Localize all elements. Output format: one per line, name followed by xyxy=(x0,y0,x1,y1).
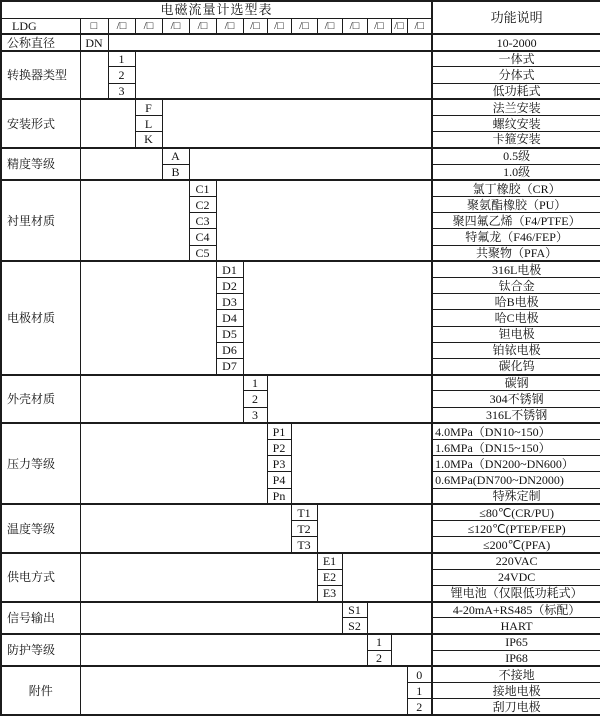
code-cell: 1 xyxy=(407,683,432,699)
model-slot: /□ xyxy=(367,18,391,34)
model-base-slot: □ xyxy=(80,18,108,34)
blank-area xyxy=(108,34,432,50)
code-cell: D5 xyxy=(216,326,243,342)
blank-area xyxy=(367,602,432,634)
code-cell: S1 xyxy=(342,602,367,618)
model-slot: /□ xyxy=(162,18,189,34)
model-prefix: LDG xyxy=(1,18,80,34)
blank-area xyxy=(80,553,317,602)
code-cell: 3 xyxy=(108,83,135,99)
code-cell: T2 xyxy=(291,521,317,537)
code-cell: B xyxy=(162,164,189,180)
section-label: 安装形式 xyxy=(1,99,80,148)
function-desc: 哈C电极 xyxy=(432,310,600,326)
table-row xyxy=(1,180,600,196)
model-slot: /□ xyxy=(317,18,342,34)
function-desc: 不接地 xyxy=(432,666,600,682)
code-cell: D4 xyxy=(216,310,243,326)
function-column-header: 功能说明 xyxy=(432,1,600,34)
section-label: 衬里材质 xyxy=(1,180,80,261)
blank-area xyxy=(80,423,267,504)
code-cell: F xyxy=(135,99,162,115)
function-desc: 分体式 xyxy=(432,67,600,83)
code-cell: T3 xyxy=(291,537,317,553)
function-desc: 220VAC xyxy=(432,553,600,569)
section-label: 转换器类型 xyxy=(1,51,80,100)
model-slot: /□ xyxy=(135,18,162,34)
code-cell: 0 xyxy=(407,666,432,682)
code-cell: D7 xyxy=(216,358,243,374)
blank-area xyxy=(216,180,432,261)
blank-area xyxy=(243,261,432,374)
function-desc: 316L不锈钢 xyxy=(432,407,600,423)
code-cell: E3 xyxy=(317,585,342,601)
code-cell: P4 xyxy=(267,472,291,488)
table-title: 电磁流量计选型表 xyxy=(1,1,432,18)
code-cell: K xyxy=(135,132,162,148)
blank-area xyxy=(80,666,407,715)
blank-area xyxy=(317,504,432,553)
section-label: 外壳材质 xyxy=(1,375,80,424)
code-cell: P3 xyxy=(267,456,291,472)
table-row xyxy=(1,634,600,650)
blank-area xyxy=(80,261,216,374)
function-desc: 4.0MPa（DN10~150） xyxy=(432,423,600,439)
function-desc: 1.6MPa（DN15~150） xyxy=(432,439,600,455)
section-label: 防护等级 xyxy=(1,634,80,666)
blank-area xyxy=(189,148,432,180)
function-desc: 碳钢 xyxy=(432,375,600,391)
code-cell: T1 xyxy=(291,504,317,520)
function-desc: 刮刀电极 xyxy=(432,699,600,715)
code-cell: 2 xyxy=(367,650,391,666)
function-desc: 共聚物（PFA） xyxy=(432,245,600,261)
function-desc: 碳化钨 xyxy=(432,358,600,374)
code-cell: DN xyxy=(80,34,108,50)
function-desc: 钽电极 xyxy=(432,326,600,342)
code-cell: D3 xyxy=(216,294,243,310)
function-desc: 螺纹安装 xyxy=(432,115,600,131)
function-desc: 氯丁橡胶（CR） xyxy=(432,180,600,196)
model-slot: /□ xyxy=(267,18,291,34)
code-cell: D1 xyxy=(216,261,243,277)
function-desc: ≤120℃(PTEP/FEP) xyxy=(432,521,600,537)
code-cell: C5 xyxy=(189,245,216,261)
function-desc: HART xyxy=(432,618,600,634)
blank-area xyxy=(162,99,432,148)
table-row xyxy=(1,261,600,277)
function-desc: 钛合金 xyxy=(432,277,600,293)
section-label: 精度等级 xyxy=(1,148,80,180)
code-cell: P1 xyxy=(267,423,291,439)
function-desc: 锂电池（仅限低功耗式） xyxy=(432,585,600,601)
code-cell: 2 xyxy=(243,391,267,407)
code-cell: 1 xyxy=(243,375,267,391)
function-desc: 铂铱电极 xyxy=(432,342,600,358)
table-row xyxy=(1,34,600,50)
table-row xyxy=(1,666,600,682)
model-slot: /□ xyxy=(243,18,267,34)
model-slot: /□ xyxy=(407,18,432,34)
code-cell: 1 xyxy=(367,634,391,650)
function-desc: IP68 xyxy=(432,650,600,666)
code-cell: C1 xyxy=(189,180,216,196)
blank-area xyxy=(80,375,243,424)
section-label: 附件 xyxy=(1,666,80,715)
table-row xyxy=(1,504,600,520)
section-label: 温度等级 xyxy=(1,504,80,553)
code-cell: A xyxy=(162,148,189,164)
function-desc: IP65 xyxy=(432,634,600,650)
blank-area xyxy=(80,602,342,634)
function-desc: 特殊定制 xyxy=(432,488,600,504)
code-cell: 2 xyxy=(108,67,135,83)
function-desc: ≤200℃(PFA) xyxy=(432,537,600,553)
blank-area xyxy=(391,634,432,666)
function-desc: 316L电极 xyxy=(432,261,600,277)
table-row xyxy=(1,375,600,391)
code-cell: C3 xyxy=(189,213,216,229)
model-slot: /□ xyxy=(189,18,216,34)
function-desc: 法兰安装 xyxy=(432,99,600,115)
function-desc: 0.5级 xyxy=(432,148,600,164)
function-desc: 聚氨酯橡胶（PU） xyxy=(432,196,600,212)
table-row xyxy=(1,553,600,569)
model-slot: /□ xyxy=(391,18,407,34)
function-desc: 24VDC xyxy=(432,569,600,585)
function-desc: 聚四氟乙烯（F4/PTFE） xyxy=(432,213,600,229)
code-cell: 3 xyxy=(243,407,267,423)
code-cell: D2 xyxy=(216,277,243,293)
code-cell: E2 xyxy=(317,569,342,585)
code-cell: 1 xyxy=(108,51,135,67)
model-slot: /□ xyxy=(291,18,317,34)
table-body xyxy=(1,1,600,715)
table-row xyxy=(1,51,600,67)
code-cell: P2 xyxy=(267,439,291,455)
model-slot: /□ xyxy=(342,18,367,34)
function-desc: 0.6MPa(DN700~DN2000) xyxy=(432,472,600,488)
blank-area xyxy=(80,148,162,180)
table-row xyxy=(1,148,600,164)
section-label: 压力等级 xyxy=(1,423,80,504)
function-desc: 低功耗式 xyxy=(432,83,600,99)
function-desc: 接地电极 xyxy=(432,683,600,699)
code-cell: E1 xyxy=(317,553,342,569)
blank-area xyxy=(80,180,189,261)
table-row xyxy=(1,99,600,115)
model-slot: /□ xyxy=(108,18,135,34)
function-desc: 1.0级 xyxy=(432,164,600,180)
code-cell: 2 xyxy=(407,699,432,715)
function-desc: 卡箍安装 xyxy=(432,132,600,148)
blank-area xyxy=(342,553,432,602)
blank-area xyxy=(267,375,432,424)
code-cell: S2 xyxy=(342,618,367,634)
blank-area xyxy=(80,51,108,100)
blank-area xyxy=(135,51,432,100)
blank-area xyxy=(80,634,367,666)
section-label: 供电方式 xyxy=(1,553,80,602)
function-desc: 304不锈钢 xyxy=(432,391,600,407)
code-cell: C2 xyxy=(189,196,216,212)
model-slot: /□ xyxy=(216,18,243,34)
code-cell: Pn xyxy=(267,488,291,504)
function-desc: 哈B电极 xyxy=(432,294,600,310)
title-row xyxy=(1,1,600,18)
section-label: 信号输出 xyxy=(1,602,80,634)
blank-area xyxy=(291,423,432,504)
table-row xyxy=(1,423,600,439)
function-desc: 1.0MPa（DN200~DN600） xyxy=(432,456,600,472)
function-desc: ≤80℃(CR/PU) xyxy=(432,504,600,520)
function-desc: 一体式 xyxy=(432,51,600,67)
table-row xyxy=(1,602,600,618)
function-desc: 4-20mA+RS485（标配） xyxy=(432,602,600,618)
section-label: 电极材质 xyxy=(1,261,80,374)
section-label: 公称直径 xyxy=(1,34,80,50)
blank-area xyxy=(80,504,291,553)
code-cell: C4 xyxy=(189,229,216,245)
code-cell: D6 xyxy=(216,342,243,358)
function-desc: 10-2000 xyxy=(432,34,600,50)
code-cell: L xyxy=(135,115,162,131)
blank-area xyxy=(80,99,135,148)
function-desc: 特氟龙（F46/FEP） xyxy=(432,229,600,245)
